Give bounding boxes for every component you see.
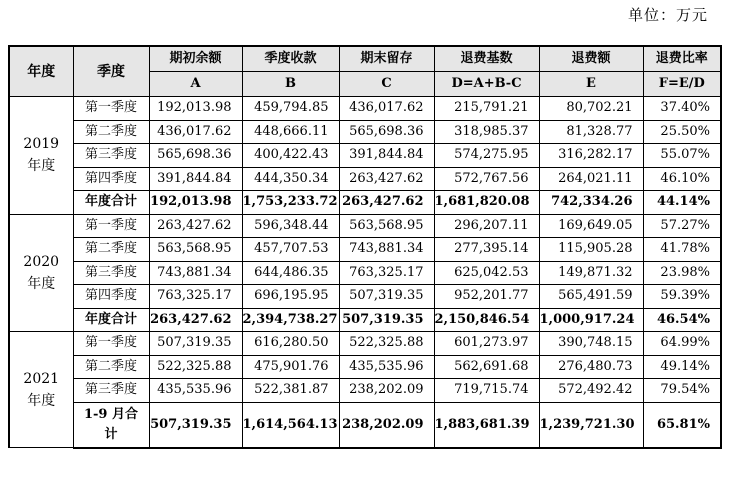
cell-b: 696,195.95: [242, 285, 339, 309]
cell-c: 263,427.62: [339, 167, 434, 191]
cell-e: 390,748.15: [539, 332, 643, 356]
cell-d: 2,150,846.54: [434, 308, 539, 332]
cell-d: 952,201.77: [434, 285, 539, 309]
refund-table: [8, 45, 722, 449]
cell-e: 80,702.21: [539, 97, 643, 121]
cell-c: 507,319.35: [339, 285, 434, 309]
total-label: [73, 402, 149, 448]
cell-c: 743,881.34: [339, 238, 434, 262]
cell-b: 596,348.44: [242, 214, 339, 238]
total-row: [9, 191, 721, 215]
cell-f: 79.54%: [643, 379, 721, 403]
cell-f: 25.50%: [643, 120, 721, 144]
cell-f: 57.27%: [643, 214, 721, 238]
cell-e: 276,480.73: [539, 355, 643, 379]
cell-b: 522,381.87: [242, 379, 339, 403]
cell-c: 238,202.09: [339, 379, 434, 403]
year-suffix: 年度: [27, 275, 56, 292]
quarter-label: 第三季度: [73, 261, 149, 285]
header-col-c: 期末留存: [339, 46, 434, 72]
year-cell-2020: [9, 214, 73, 332]
cell-a: 192,013.98: [149, 97, 242, 121]
quarter-label: 第一季度: [73, 332, 149, 356]
cell-a: 391,844.84: [149, 167, 242, 191]
cell-c: 507,319.35: [339, 308, 434, 332]
cell-c: 263,427.62: [339, 191, 434, 215]
total-label-line2: 计: [104, 426, 118, 442]
header-col-d: 退费基数: [434, 46, 539, 72]
cell-c: 436,017.62: [339, 97, 434, 121]
quarter-label: 第三季度: [73, 379, 149, 403]
cell-a: 436,017.62: [149, 120, 242, 144]
year-number: 2021: [23, 370, 60, 387]
header-code-c: C: [339, 72, 434, 97]
cell-a: 435,535.96: [149, 379, 242, 403]
quarter-label: 第一季度: [73, 97, 149, 121]
year-suffix: 年度: [27, 392, 56, 409]
cell-c: 391,844.84: [339, 144, 434, 168]
cell-d: 215,791.21: [434, 97, 539, 121]
cell-d: 719,715.74: [434, 379, 539, 403]
cell-f: 64.99%: [643, 332, 721, 356]
table-row: [9, 261, 721, 285]
cell-c: 563,568.95: [339, 214, 434, 238]
cell-f: 46.10%: [643, 167, 721, 191]
header-code-e: E: [539, 72, 643, 97]
quarter-label: 第四季度: [73, 167, 149, 191]
table-row: [9, 97, 721, 121]
cell-a: 763,325.17: [149, 285, 242, 309]
cell-b: 2,394,738.27: [242, 308, 339, 332]
header-code-a: A: [149, 72, 242, 97]
table-row: [9, 214, 721, 238]
cell-c: 435,535.96: [339, 355, 434, 379]
cell-d: 277,395.14: [434, 238, 539, 262]
header-year: 年度: [9, 46, 73, 97]
cell-f: 65.81%: [643, 402, 721, 448]
cell-f: 46.54%: [643, 308, 721, 332]
table-row: [9, 120, 721, 144]
cell-a: 507,319.35: [149, 402, 242, 448]
total-row: [9, 308, 721, 332]
cell-e: 81,328.77: [539, 120, 643, 144]
cell-e: 565,491.59: [539, 285, 643, 309]
table-row: [9, 355, 721, 379]
cell-b: 448,666.11: [242, 120, 339, 144]
cell-f: 37.40%: [643, 97, 721, 121]
year-cell-2021: [9, 332, 73, 448]
cell-b: 1,753,233.72: [242, 191, 339, 215]
cell-a: 522,325.88: [149, 355, 242, 379]
header-code-f: F=E/D: [643, 72, 721, 97]
cell-e: 572,492.42: [539, 379, 643, 403]
cell-e: 742,334.26: [539, 191, 643, 215]
cell-a: 192,013.98: [149, 191, 242, 215]
cell-a: 263,427.62: [149, 308, 242, 332]
total-row: [9, 402, 721, 448]
cell-b: 475,901.76: [242, 355, 339, 379]
total-label: 年度合计: [73, 308, 149, 332]
year-number: 2019: [23, 136, 60, 153]
cell-f: 55.07%: [643, 144, 721, 168]
total-label-line1: 1-9 月合: [83, 406, 138, 422]
cell-a: 565,698.36: [149, 144, 242, 168]
cell-d: 574,275.95: [434, 144, 539, 168]
unit-label: 单位：万元: [627, 6, 708, 24]
cell-b: 444,350.34: [242, 167, 339, 191]
cell-e: 149,871.32: [539, 261, 643, 285]
cell-e: 316,282.17: [539, 144, 643, 168]
cell-d: 296,207.11: [434, 214, 539, 238]
header-col-b: 季度收款: [242, 46, 339, 72]
cell-b: 1,614,564.13: [242, 402, 339, 448]
year-cell-2019: [9, 97, 73, 215]
year-suffix: 年度: [27, 158, 56, 175]
cell-b: 457,707.53: [242, 238, 339, 262]
cell-b: 616,280.50: [242, 332, 339, 356]
table-row: [9, 167, 721, 191]
cell-b: 644,486.35: [242, 261, 339, 285]
cell-a: 263,427.62: [149, 214, 242, 238]
cell-e: 115,905.28: [539, 238, 643, 262]
cell-f: 49.14%: [643, 355, 721, 379]
quarter-label: 第一季度: [73, 214, 149, 238]
total-label: 年度合计: [73, 191, 149, 215]
cell-d: 318,985.37: [434, 120, 539, 144]
cell-e: 1,239,721.30: [539, 402, 643, 448]
table-row: [9, 238, 721, 262]
cell-c: 763,325.17: [339, 261, 434, 285]
table-row: [9, 285, 721, 309]
quarter-label: 第二季度: [73, 120, 149, 144]
header-col-a: 期初余额: [149, 46, 242, 72]
cell-f: 23.98%: [643, 261, 721, 285]
cell-a: 563,568.95: [149, 238, 242, 262]
cell-c: 522,325.88: [339, 332, 434, 356]
cell-e: 1,000,917.24: [539, 308, 643, 332]
header-code-b: B: [242, 72, 339, 97]
cell-e: 264,021.11: [539, 167, 643, 191]
cell-d: 562,691.68: [434, 355, 539, 379]
header-code-d: D=A+B-C: [434, 72, 539, 97]
cell-d: 625,042.53: [434, 261, 539, 285]
cell-d: 1,681,820.08: [434, 191, 539, 215]
quarter-label: 第四季度: [73, 285, 149, 309]
year-number: 2020: [23, 253, 60, 270]
cell-a: 743,881.34: [149, 261, 242, 285]
cell-d: 601,273.97: [434, 332, 539, 356]
header-quarter: 季度: [73, 46, 149, 97]
quarter-label: 第二季度: [73, 355, 149, 379]
cell-d: 1,883,681.39: [434, 402, 539, 448]
quarter-label: 第三季度: [73, 144, 149, 168]
cell-c: 565,698.36: [339, 120, 434, 144]
cell-f: 41.78%: [643, 238, 721, 262]
table-row: [9, 332, 721, 356]
cell-f: 44.14%: [643, 191, 721, 215]
cell-c: 238,202.09: [339, 402, 434, 448]
cell-f: 59.39%: [643, 285, 721, 309]
header-row-names: [9, 46, 721, 72]
cell-d: 572,767.56: [434, 167, 539, 191]
header-col-f: 退费比率: [643, 46, 721, 72]
table-row: [9, 379, 721, 403]
cell-b: 400,422.43: [242, 144, 339, 168]
table-row: [9, 144, 721, 168]
header-col-e: 退费额: [539, 46, 643, 72]
cell-a: 507,319.35: [149, 332, 242, 356]
cell-e: 169,649.05: [539, 214, 643, 238]
cell-b: 459,794.85: [242, 97, 339, 121]
quarter-label: 第二季度: [73, 238, 149, 262]
